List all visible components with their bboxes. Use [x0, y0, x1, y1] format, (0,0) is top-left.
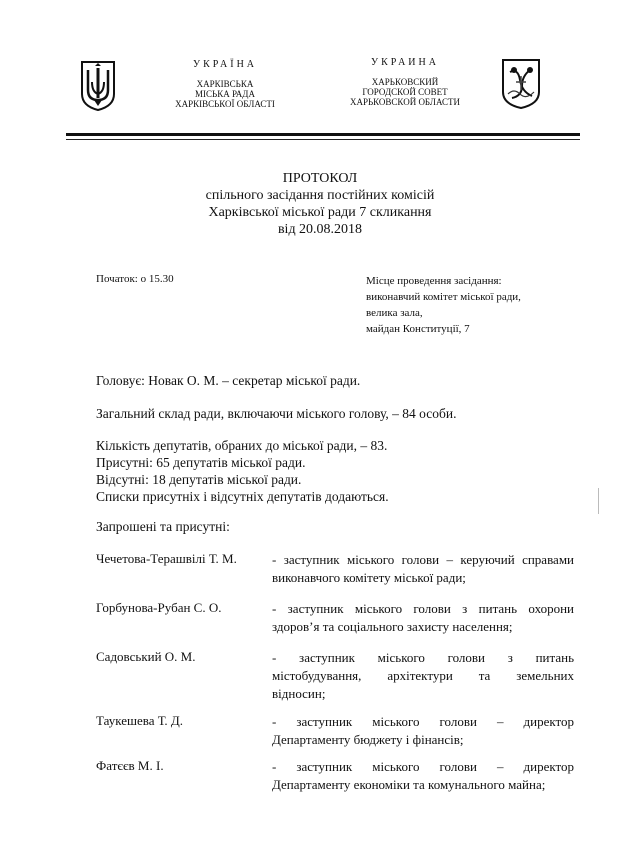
coat-of-arms-kharkiv-icon [500, 58, 542, 110]
invited-role [272, 713, 574, 749]
chair-statement: Головує: Новак О. М. – секретар міської ради. [96, 373, 361, 388]
header-russian [330, 58, 480, 107]
role-line: - заступник міського голови з питань [272, 650, 574, 665]
elected-count: Кількість депутатів, обраних до міської ради, – 83. [96, 438, 388, 453]
header-council-line3-ru: ХАРЬКОВСКОЙ ОБЛАСТИ [349, 97, 461, 107]
invited-role [272, 551, 574, 587]
role-line: - заступник міського голови – директор [272, 714, 574, 729]
title-line2: спільного засідання постійних комісій [205, 188, 435, 203]
role-line: - заступник міського голови – керуючий справами [272, 552, 574, 567]
header-country-ua: УКРАЇНА [192, 59, 258, 70]
header-council-line1-ru: ХАРЬКОВСКИЙ [371, 77, 439, 87]
document-title [100, 170, 540, 238]
role-line: - заступник міського голови – директор [272, 759, 574, 774]
attendance-lists-note: Списки присутніх і відсутніх депутатів додаються. [96, 489, 389, 504]
header-council-line1-ua: ХАРКІВСЬКА [196, 79, 254, 89]
venue-line1: Місце проведення засідання: [366, 275, 502, 287]
council-composition: Загальний склад ради, включаючи міського голову, – 84 особи. [96, 406, 457, 421]
header-ukrainian [160, 60, 290, 109]
scan-artifact [598, 488, 599, 514]
role-line: Департаменту бюджету і фінансів; [272, 732, 464, 747]
invited-role [272, 600, 574, 636]
invited-name: Чечетова-Терашвілі Т. М. [96, 551, 237, 566]
role-line: відносин; [272, 686, 326, 701]
present-count: Присутні: 65 депутатів міської ради. [96, 455, 306, 470]
meeting-venue [366, 273, 521, 337]
header-divider-thick [66, 133, 580, 136]
title-protocol: ПРОТОКОЛ [282, 171, 358, 186]
venue-line3: велика зала, [366, 307, 423, 319]
invited-name: Садовський О. М. [96, 649, 196, 664]
role-line: здоров’я та соціального захисту населення; [272, 619, 513, 634]
header-council-line2-ua: МІСЬКА РАДА [195, 89, 255, 99]
attendance-block [96, 437, 389, 505]
title-date: від 20.08.2018 [277, 222, 363, 237]
role-line: Департаменту економіки та комунального майна; [272, 777, 546, 792]
role-line: - заступник міського голови з питань охорони [272, 601, 574, 616]
header-council-line3-ua: ХАРКІВСЬКОЇ ОБЛАСТІ [175, 99, 275, 109]
title-line3: Харківської міської ради 7 скликання [208, 205, 432, 220]
invited-name: Горбунова-Рубан С. О. [96, 600, 222, 615]
role-line: містобудування, архітектури та земельних [272, 668, 574, 683]
invited-name: Фатєєв М. І. [96, 758, 164, 773]
venue-line2: виконавчий комітет міської ради, [366, 291, 521, 303]
absent-count: Відсутні: 18 депутатів міської ради. [96, 472, 302, 487]
invited-name: Таукешева Т. Д. [96, 713, 184, 728]
header-council-line2-ru: ГОРОДСКОЙ СОВЕТ [362, 87, 448, 97]
header-divider-thin [66, 139, 580, 140]
coat-of-arms-ukraine-icon [80, 60, 116, 112]
venue-line4: майдан Конституції, 7 [366, 323, 470, 335]
header-country-ru: УКРАИНА [371, 57, 439, 68]
meeting-start-time: Початок: о 15.30 [96, 273, 174, 285]
invited-heading: Запрошені та присутні: [96, 519, 230, 534]
invited-role [272, 758, 574, 794]
role-line: виконавчого комітету міської ради; [272, 570, 466, 585]
invited-role [272, 649, 574, 703]
